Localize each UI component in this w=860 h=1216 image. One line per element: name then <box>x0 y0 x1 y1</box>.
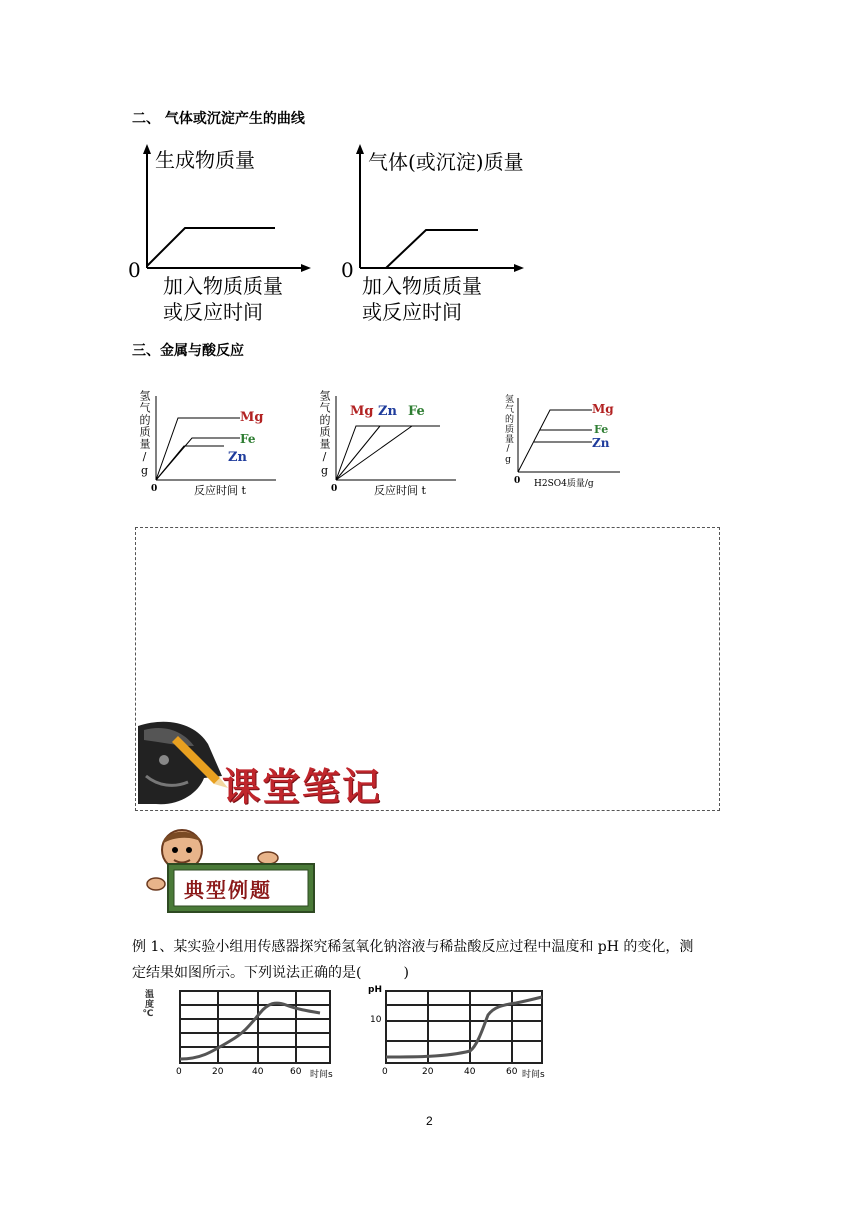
temp-curve <box>180 1003 320 1059</box>
chart1-y-label: 氢气的质量/g <box>138 390 151 478</box>
chart1-fe: Fe <box>240 432 256 446</box>
chart3-origin: 0 <box>514 476 521 486</box>
pencil-mascot-icon <box>138 716 228 808</box>
section2-heading: 二、 气体或沉淀产生的曲线 <box>132 111 305 127</box>
chart3-mg: Mg <box>592 402 614 416</box>
chart3-x-label: H2SO4质量/g <box>534 479 594 489</box>
chart3-fe: Fe <box>594 423 609 436</box>
ph-x-tick-0: 0 <box>382 1067 388 1077</box>
temp-x-label: 时间s <box>310 1070 333 1080</box>
mg-line <box>156 418 240 480</box>
gas-curve <box>386 230 478 268</box>
left-y-label: 生成物质量 <box>155 148 255 172</box>
left-origin: 0 <box>128 258 141 282</box>
product-curve <box>147 228 275 266</box>
chart1-origin: 0 <box>151 484 158 494</box>
ph-x-label: 时间s <box>522 1070 545 1080</box>
question-line-2: 定结果如图所示。下列说法正确的是( ) <box>132 965 409 981</box>
curve-chart-left <box>125 140 315 325</box>
chart2-x-label: 反应时间 t <box>374 484 426 497</box>
example-question <box>132 934 732 986</box>
chart2-zn: Zn <box>378 404 397 419</box>
class-notes-title: 课堂笔记 <box>222 764 383 809</box>
chart3-y-label: 氢气的质量/g <box>503 394 513 466</box>
ph-y-label: pH <box>368 985 382 995</box>
ph-chart <box>366 985 566 1085</box>
temp-y-label: 温度℃ <box>143 989 153 1020</box>
left-x-label-2: 或反应时间 <box>163 300 263 324</box>
chart2-mg: Mg <box>350 404 374 419</box>
temp-x-tick-20: 20 <box>212 1067 224 1077</box>
chart2-y-label: 氢气的质量/g <box>318 390 331 478</box>
metal-chart-3 <box>500 392 630 492</box>
section3-heading: 三、金属与酸反应 <box>132 343 244 359</box>
chart1-x-label: 反应时间 t <box>194 484 246 497</box>
curve-chart-right <box>338 140 558 325</box>
right-y-label: 气体(或沉淀)质量 <box>368 150 524 174</box>
temp-x-tick-0: 0 <box>176 1067 182 1077</box>
temp-x-tick-60: 60 <box>290 1067 302 1077</box>
ph-x-tick-20: 20 <box>422 1067 434 1077</box>
ph-y-tick-10: 10 <box>370 1015 382 1025</box>
right-x-label-2: 或反应时间 <box>362 300 462 324</box>
right-origin: 0 <box>341 258 354 282</box>
metal-chart-2 <box>316 388 476 498</box>
mg-line <box>518 410 592 472</box>
temp-x-tick-40: 40 <box>252 1067 264 1077</box>
ph-x-tick-60: 60 <box>506 1067 518 1077</box>
chart1-zn: Zn <box>228 450 247 465</box>
metal-chart-1 <box>136 388 296 498</box>
chart1-mg: Mg <box>240 410 264 425</box>
mg-line <box>336 426 440 480</box>
typical-examples-label: 典型例题 <box>184 878 272 902</box>
typical-examples-banner <box>138 828 318 914</box>
left-x-label-1: 加入物质质量 <box>163 274 283 298</box>
page-number: 2 <box>426 1114 433 1128</box>
ph-x-tick-40: 40 <box>464 1067 476 1077</box>
class-notes-box[interactable] <box>135 527 720 811</box>
question-line-1: 例 1、某实验小组用传感器探究稀氢氧化钠溶液与稀盐酸反应过程中温度和 pH 的变化，测 <box>132 939 694 955</box>
chart2-origin: 0 <box>331 484 338 494</box>
chart2-fe: Fe <box>408 404 425 419</box>
chart3-zn: Zn <box>592 436 610 450</box>
right-x-label-1: 加入物质质量 <box>362 274 482 298</box>
temperature-chart <box>140 985 350 1085</box>
